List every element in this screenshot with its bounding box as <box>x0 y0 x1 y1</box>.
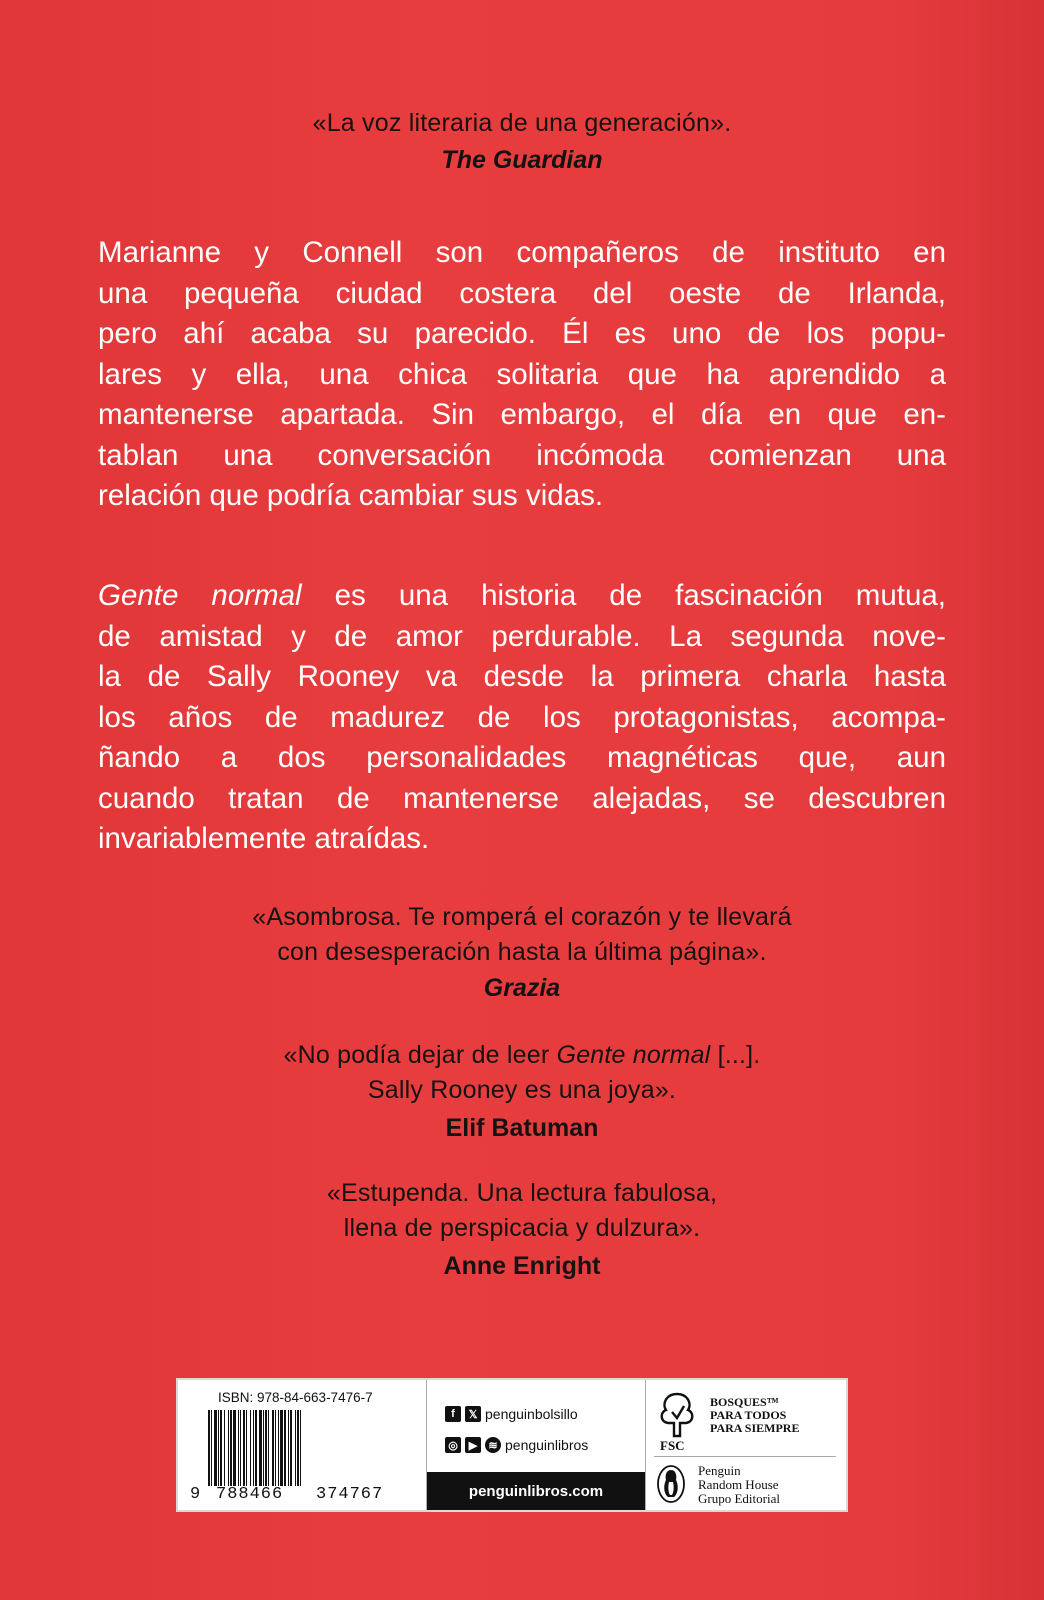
barcode <box>208 1410 414 1486</box>
publisher-line: Random House <box>698 1477 779 1492</box>
penguin-logo-icon <box>656 1464 686 1504</box>
synopsis-line: lares y ella, una chica solitaria que ha aprendido a <box>98 357 946 391</box>
quote-text: «No podía dejar de leer <box>283 1041 557 1069</box>
synopsis-line: la de Sally Rooney va desde la primera charla hasta <box>98 660 946 693</box>
synopsis-line <box>98 576 946 617</box>
publisher-name <box>698 1464 780 1506</box>
quote-batuman-line-2: Sally Rooney es una joya». <box>367 1076 677 1104</box>
synopsis-text: es una historia de fascinación mutua, <box>301 579 946 612</box>
bosques-line: BOSQUES™ <box>710 1395 779 1409</box>
publisher-info-box <box>176 1378 848 1512</box>
quote-batuman-line-1 <box>0 1038 1044 1072</box>
publisher-line: Grupo Editorial <box>698 1491 780 1506</box>
divider <box>654 1456 836 1457</box>
synopsis-line: cuando tratan de mantenerse alejadas, se descubren <box>98 781 946 815</box>
synopsis-line: de amistad y de amor perdurable. La segunda nove- <box>98 619 946 653</box>
barcode-digit-group-1: 788466 <box>216 1485 284 1504</box>
youtube-icon: ▶ <box>465 1437 481 1453</box>
instagram-icon: ◎ <box>445 1437 461 1453</box>
fsc-tree-icon <box>656 1390 698 1440</box>
quote-guardian-text: «La voz literaria de una generación». <box>312 109 732 137</box>
facebook-icon: f <box>445 1406 461 1422</box>
book-title: Gente normal <box>556 1041 711 1069</box>
synopsis-line: los años de madurez de los protagonistas, acompa- <box>98 700 946 734</box>
barcode-digit-group-2: 374767 <box>316 1485 384 1504</box>
x-icon: 𝕏 <box>465 1406 481 1422</box>
quote-batuman-source: Elif Batuman <box>445 1114 599 1142</box>
synopsis-line: Marianne y Connell son compañeros de instituto en <box>98 236 946 269</box>
synopsis-line: una pequeña ciudad costera del oeste de Irlanda, <box>98 276 946 310</box>
synopsis-line: relación que podría cambiar sus vidas. <box>98 479 604 512</box>
quote-guardian-source: The Guardian <box>441 146 603 174</box>
quote-enright-source: Anne Enright <box>443 1252 601 1280</box>
book-title: Gente normal <box>98 579 302 612</box>
spotify-icon: ≋ <box>485 1437 501 1453</box>
synopsis-line: tablan una conversación incómoda comienzan una <box>98 438 946 472</box>
quote-enright-line-2: llena de perspicacia y dulzura». <box>343 1214 701 1242</box>
bosques-label <box>710 1396 799 1435</box>
barcode-panel <box>178 1380 426 1510</box>
isbn-label: ISBN: 978-84-663-7476-7 <box>218 1390 373 1405</box>
quote-grazia-line-2: con desesperación hasta la última página». <box>277 938 767 966</box>
synopsis-line: mantenerse apartada. Sin embargo, el día en que en- <box>98 398 946 431</box>
synopsis-paragraph-1 <box>98 233 946 517</box>
logos-panel <box>646 1380 846 1510</box>
quote-grazia-source: Grazia <box>483 974 561 1002</box>
social-handle-1: penguinbolsillo <box>485 1406 578 1422</box>
synopsis-line: invariablemente atraídas. <box>98 822 430 855</box>
synopsis-line: ñando a dos personalidades magnéticas que, aun <box>98 741 946 774</box>
social-row-2 <box>445 1437 588 1453</box>
website-link: penguinlibros.com <box>427 1472 645 1510</box>
bosques-line: PARA TODOS <box>710 1408 787 1422</box>
bosques-line: PARA SIEMPRE <box>710 1421 800 1435</box>
social-row-1 <box>445 1406 578 1422</box>
social-panel <box>426 1380 646 1510</box>
social-handle-2: penguinlibros <box>505 1437 589 1453</box>
quote-grazia-line-1: «Asombrosa. Te romperá el corazón y te llevará <box>252 903 792 931</box>
barcode-digit-first: 9 <box>190 1485 202 1504</box>
publisher-line: Penguin <box>698 1463 741 1478</box>
synopsis-line: pero ahí acaba su parecido. Él es uno de los popu- <box>98 317 946 350</box>
barcode-bar <box>301 1410 303 1486</box>
synopsis-paragraph-2 <box>98 576 946 860</box>
quote-enright-line-1: «Estupenda. Una lectura fabulosa, <box>326 1179 718 1207</box>
quote-text: [...]. <box>710 1041 761 1069</box>
fsc-label: FSC <box>660 1438 685 1453</box>
